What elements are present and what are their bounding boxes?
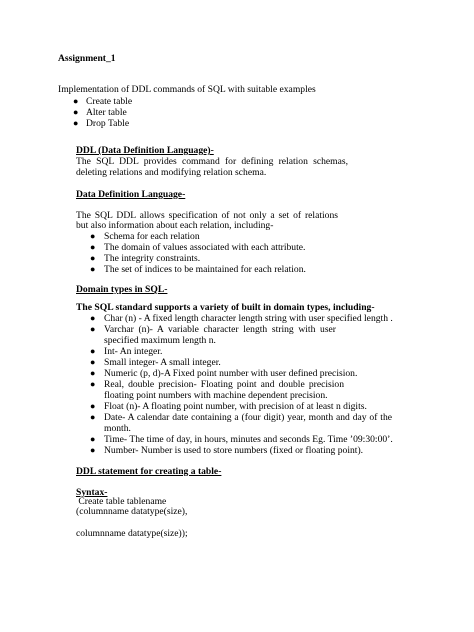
bullet-icon: ●: [90, 368, 96, 378]
bullet-icon: ●: [90, 253, 96, 263]
domain-item-int: Int- An integer.: [104, 346, 163, 357]
domain-section-title: Domain types in SQL-: [76, 284, 168, 295]
bullet-icon: ●: [90, 445, 96, 455]
bullet-icon: ●: [90, 412, 96, 422]
ddl2-section-title: Data Definition Language-: [76, 189, 186, 200]
domain-item-time: Time- The time of day, in hours, minutes and seconds Eg. Time ’09:30:00’.: [104, 434, 393, 445]
ddl2-item: The set of indices to be maintained for each relation.: [104, 264, 306, 275]
ddl-line-1: The SQL DDL provides command for defining relation schemas,: [76, 156, 348, 167]
domain-item-float: Float (n)- A floating point number, with precision of at least n digits.: [104, 401, 367, 412]
bullet-icon: ●: [90, 346, 96, 356]
bullet-icon: ●: [90, 264, 96, 274]
create-section-title: DDL statement for creating a table-: [76, 466, 222, 477]
bullet-icon: ●: [90, 434, 96, 444]
syntax-label: Syntax-: [76, 487, 108, 498]
domain-item-date-cont: month.: [104, 423, 131, 434]
domain-item-number: Number- Number is used to store numbers (fixed or floating point).: [104, 445, 364, 456]
domain-item-varchar: Varchar (n)- A variable character length string with user: [104, 324, 336, 335]
ddl2-item: The domain of values associated with each attribute.: [104, 242, 306, 253]
bullet-icon: ●: [90, 357, 96, 367]
bullet-icon: ●: [90, 313, 96, 323]
syntax-line-2: (columnname datatype(size),: [76, 506, 188, 517]
domain-item-real: Real, double precision- Floating point and double precision: [104, 379, 344, 390]
domain-item-smallint: Small integer- A small integer.: [104, 357, 221, 368]
bullet-icon: ●: [73, 96, 79, 106]
ddl-section-title: DDL (Data Definition Language)-: [76, 145, 214, 156]
bullet-icon: ●: [90, 231, 96, 241]
assignment-heading: Assignment_1: [58, 53, 116, 64]
domain-item-varchar-cont: specified maximum length n.: [104, 335, 216, 346]
domain-intro: The SQL standard supports a variety of built in domain types, including-: [76, 302, 375, 313]
ddl2-item: Schema for each relation: [104, 231, 200, 242]
domain-item-numeric: Numeric (p, d)-A Fixed point number with user defined precision.: [104, 368, 358, 379]
ddl2-line-1: The SQL DDL allows specification of not only a set of relations: [76, 210, 338, 221]
ddl-line-2: deleting relations and modifying relation schema.: [76, 167, 267, 178]
domain-item-char: Char (n) - A fixed length character length string with user specified length .: [104, 313, 393, 324]
bullet-icon: ●: [90, 242, 96, 252]
ddl2-line-2: but also information about each relation, including-: [76, 220, 274, 231]
syntax-line-1: Create table tablename: [76, 496, 167, 507]
intro-item-alter-table: Alter table: [86, 107, 127, 118]
bullet-icon: ●: [73, 107, 79, 117]
domain-item-real-cont: floating point numbers with machine dependent precision.: [104, 390, 328, 401]
intro-item-create-table: Create table: [86, 96, 133, 107]
bullet-icon: ●: [90, 379, 96, 389]
domain-item-date: Date- A calendar date containing a (four digit) year, month and day of the: [104, 412, 392, 423]
syntax-line-3: columnname datatype(size));: [76, 528, 188, 539]
intro-text: Implementation of DDL commands of SQL with suitable examples: [58, 84, 316, 95]
bullet-icon: ●: [73, 118, 79, 128]
bullet-icon: ●: [90, 401, 96, 411]
ddl2-item: The integrity constraints.: [104, 253, 201, 264]
intro-item-drop-table: Drop Table: [86, 118, 130, 129]
bullet-icon: ●: [90, 324, 96, 334]
